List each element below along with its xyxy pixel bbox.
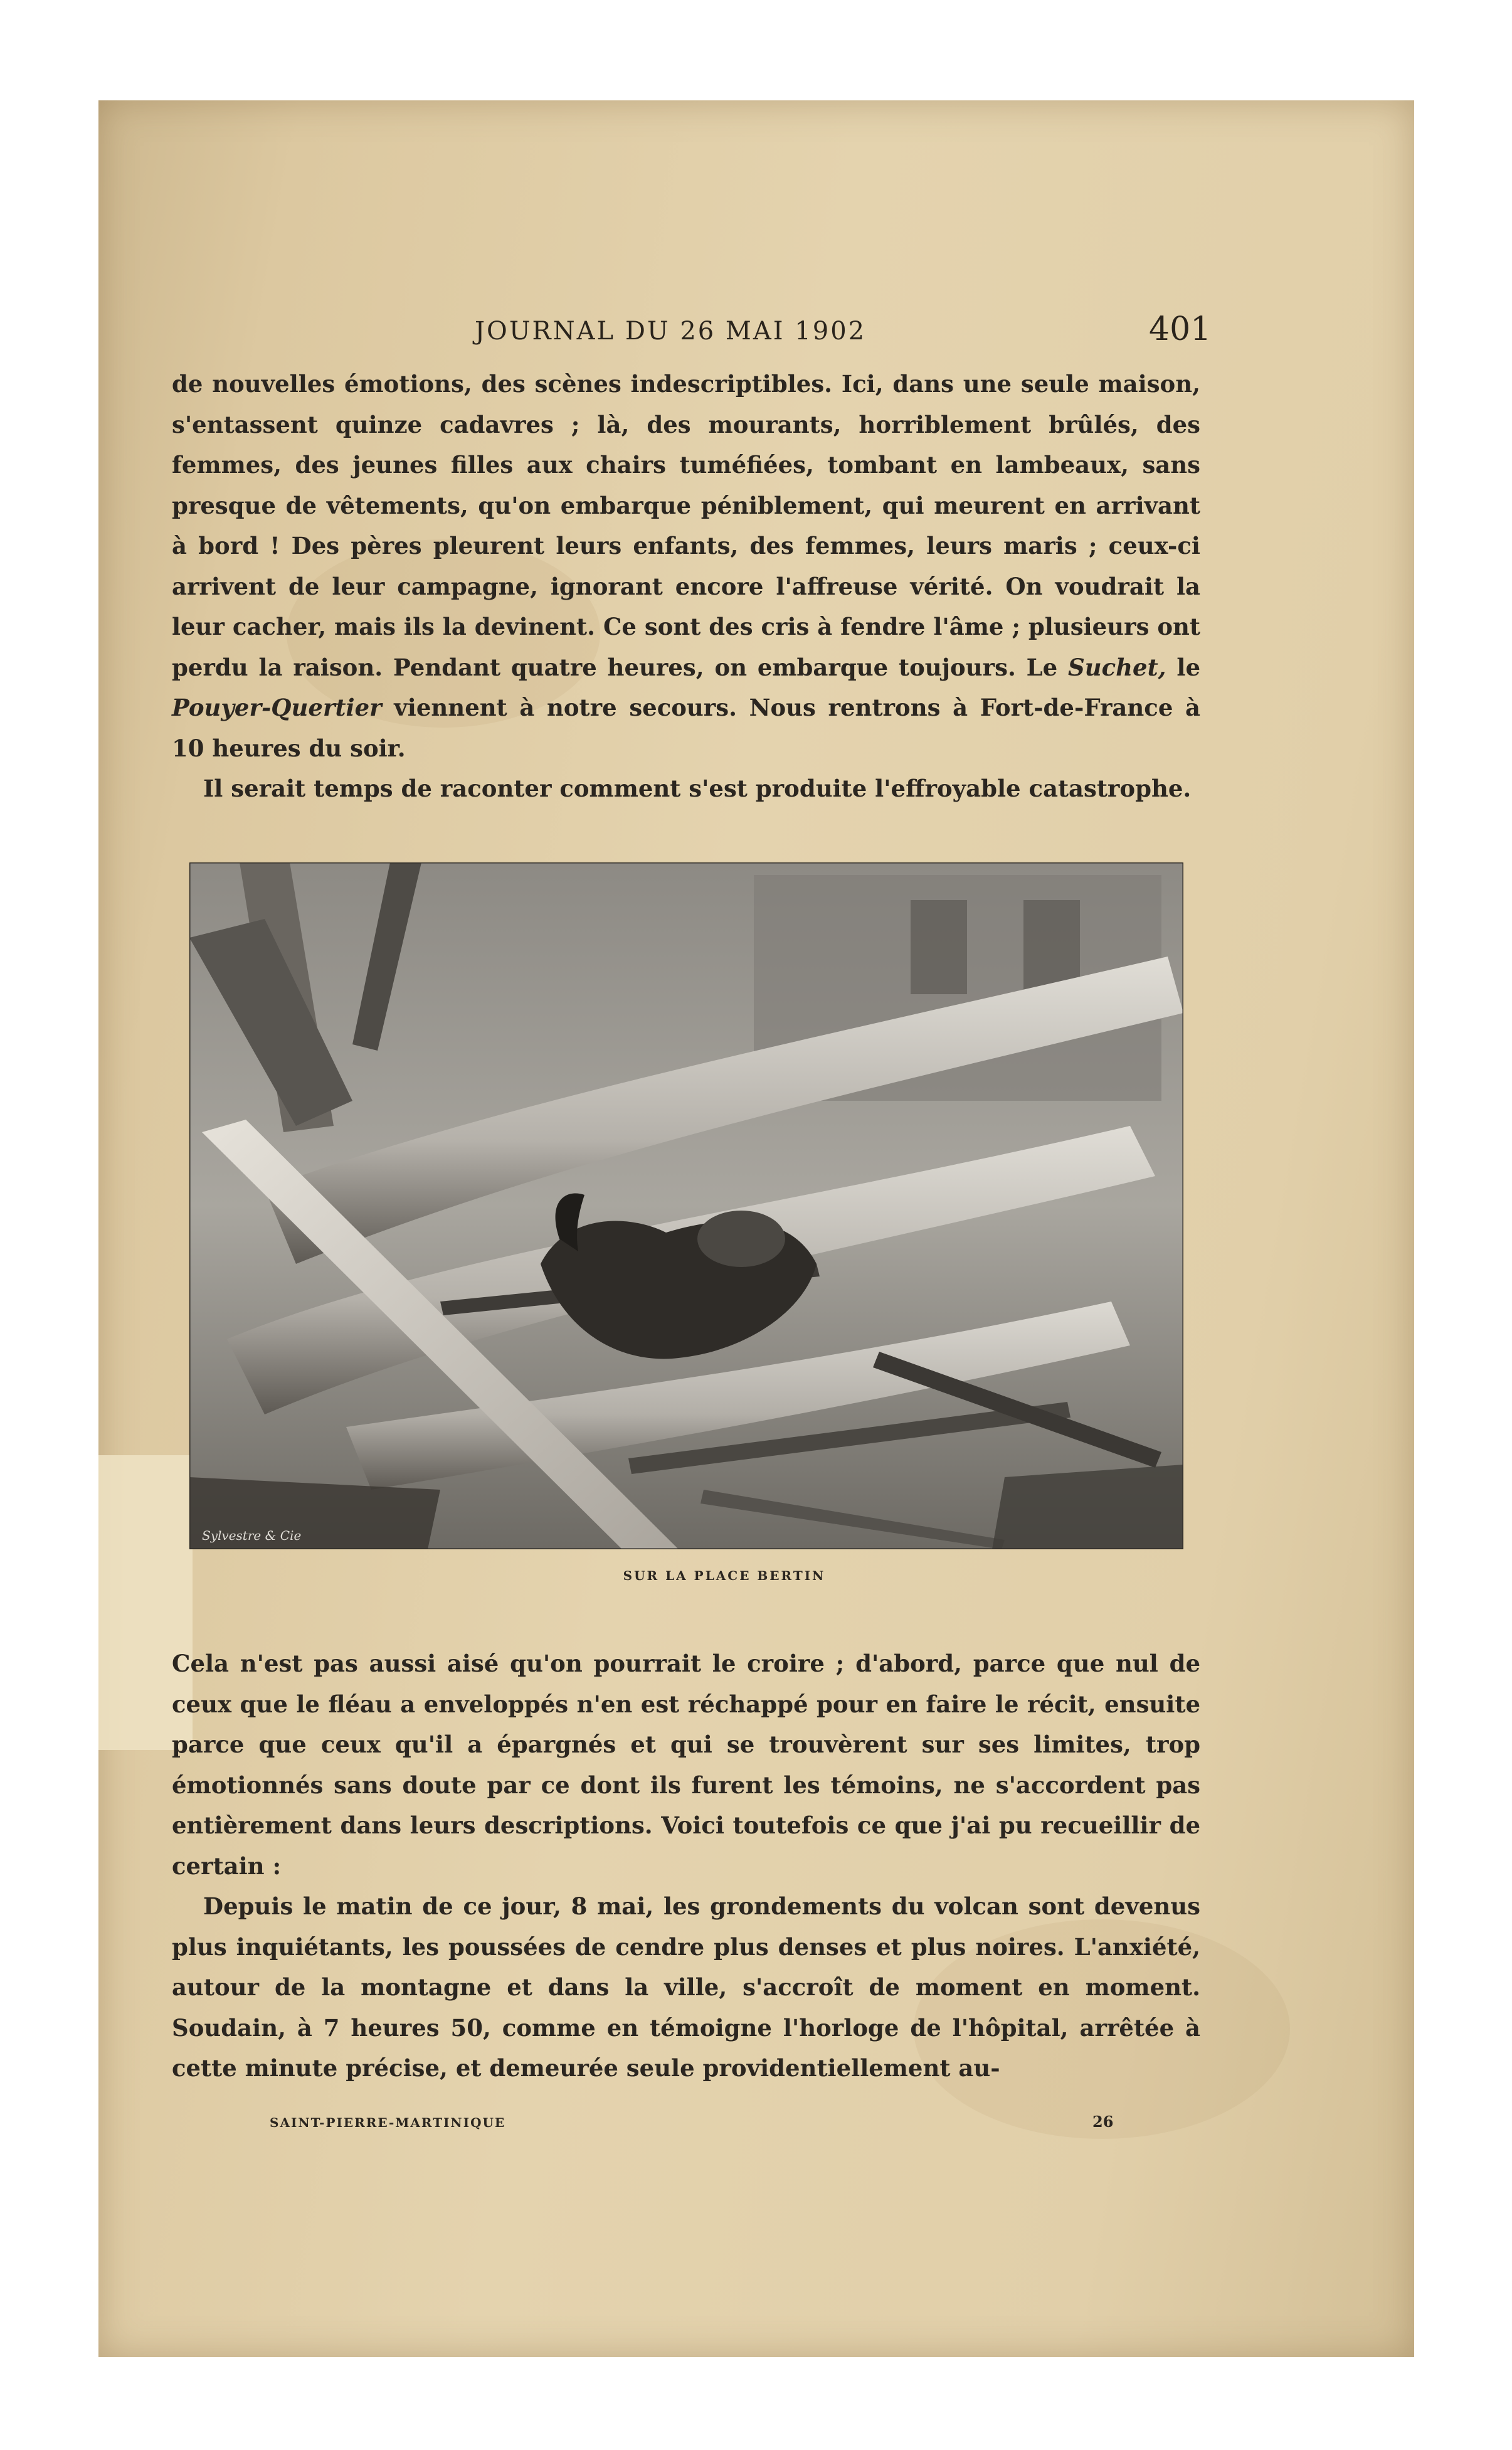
paragraph: Il serait temps de raconter comment s'est produite l'effroyable catastrophe. [203,775,1192,802]
shadow-area [992,1465,1183,1549]
book-page [98,100,1414,2357]
text-block-top [172,364,1200,809]
paragraph: Depuis le matin de ce jour, 8 mai, les grondements du volcan sont devenus plus inquiétants, les poussées de cendre plus denses et plus noires. L'anxiété, autour de la montagne et dans la ville, s'accroît de moment en moment. Soudain, à 7 heures 50, comme en témoigne l'horloge de l'hôpital, arrêtée à cette minute précise, et demeurée seule providentiellement au- [172,1892,1200,2082]
text-block-bottom [172,1643,1200,2089]
page-number: 401 [1149,310,1212,348]
paragraph-text: viennent à notre secours. Nous rentrons à Fort-de-France à 10 heures du soir. [172,694,1200,762]
engraver-signature: Sylvestre & Cie [202,1528,302,1543]
photo-caption: SUR LA PLACE BERTIN [623,1568,826,1583]
photograph-image [189,862,1183,1549]
charred-figure-head [697,1211,785,1267]
photograph-fallen-trees [189,862,1183,1549]
paragraph-text: le [1166,653,1200,681]
printer-signature-number: 26 [1092,2113,1114,2131]
paragraph [172,364,1200,768]
running-title: JOURNAL DU 26 MAI 1902 [475,317,867,346]
paragraph-text: de nouvelles émotions, des scènes indescriptibles. Ici, dans une seule maison, s'entassent quinze cadavres ; là, des mourants, horriblement brûlés, des femmes, des jeunes filles aux chairs tuméfiées, tombant en lambeaux, sans presque de vêtements, qu'on embarque péniblement, qui meurent en arrivant à bord ! Des pères pleurent leurs enfants, des femmes, leurs maris ; ceux-ci arrivent de leur campagne, ignorant encore l'affreuse vérité. On voudrait la leur cacher, mais ils la devinent. Ce sont des cris à fendre l'âme ; plusieurs ont perdu la raison. Pendant quatre heures, on embarque toujours. Le [172,370,1200,681]
ship-name: Pouyer-Quertier [172,694,382,721]
ship-name: Suchet, [1068,653,1166,681]
printer-signature-title: SAINT-PIERRE-MARTINIQUE [270,2115,506,2130]
wall-window [911,900,967,994]
paragraph: Cela n'est pas aussi aisé qu'on pourrait le croire ; d'abord, parce que nul de ceux que le fléau a enveloppés n'en est réchappé pour en faire le récit, ensuite parce que ceux qu'il a épargnés et qui se trouvèrent sur ses limites, trop émotionnés sans doute par ce dont ils furent les témoins, ne s'accordent pas entièrement dans leurs descriptions. Voici toutefois ce que j'ai pu recueillir de certain : [172,1650,1200,1880]
running-head [98,310,1414,354]
